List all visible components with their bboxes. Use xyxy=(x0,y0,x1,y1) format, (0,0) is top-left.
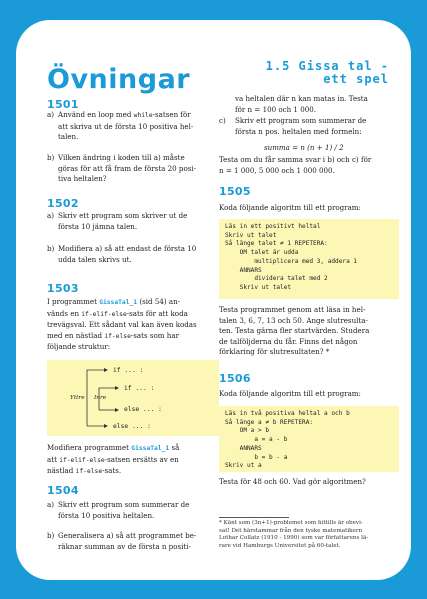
exercise-1502-a xyxy=(47,211,219,235)
sum-formula: summa = n (n + 1) / 2 xyxy=(264,143,344,152)
footnote-divider xyxy=(219,517,289,518)
text-line: Generalisera a) så att programmet be- xyxy=(58,531,197,540)
diagram-line-inner-else: else ... : xyxy=(124,406,162,413)
text-line: tiva heltalen? xyxy=(58,174,107,184)
exercise-1505-number: 1505 xyxy=(219,185,251,198)
exercise-1503-modify-text xyxy=(47,443,219,478)
text-line: för n = 100 och 1 000. xyxy=(235,104,316,114)
exercise-1504-number: 1504 xyxy=(47,484,79,497)
text-line: räknar summan av de första n positi- xyxy=(58,541,191,551)
collatz-code-block: Läs in ett positivt heltal Skriv ut talet Så länge talet ≠ 1 REPETERA: OM talet är udda multiplicera med 3, addera 1 ANNARS dividera talet med 2 Skriv ut talet xyxy=(219,219,399,299)
item-label: a) xyxy=(47,500,54,509)
exercise-1506-intro: Koda följande algoritm till ett program: xyxy=(219,389,361,398)
exercise-1506-test: Testa för 48 och 60. Vad gör algoritmen? xyxy=(219,477,366,486)
text-line: Modifiera a) så att endast de första 10 xyxy=(58,244,197,253)
diagram-label-outer: Yttre xyxy=(70,395,85,401)
exercise-1505-text xyxy=(219,305,401,358)
item-label: b) xyxy=(47,531,55,540)
page-title: Övningar xyxy=(47,64,191,95)
text-line: n = 1 000, 5 000 och 1 000 000. xyxy=(219,165,335,175)
exercise-1502-b xyxy=(47,244,219,268)
diagram-label-inner: Inre xyxy=(94,395,107,401)
item-label: b) xyxy=(47,153,55,162)
text-line: va heltalen där n kan matas in. Testa xyxy=(235,94,368,103)
item-label: b) xyxy=(47,244,55,253)
exercise-1503-text xyxy=(47,297,219,353)
text-line: första n pos. heltalen med formeln: xyxy=(235,126,362,136)
text-line: * Känt som (3n+1)-problemet som hittills är obevi- xyxy=(219,520,363,526)
text-line: Testa om du får samma svar i b) och c) för xyxy=(219,155,372,164)
diagram-line-outer-if: if ... : xyxy=(113,367,144,374)
exercise-1503-number: 1503 xyxy=(47,282,79,295)
exercise-1504-test xyxy=(219,155,401,176)
text-line: Skriv ett program som summerar de xyxy=(235,116,367,125)
exercise-1504-b-start xyxy=(47,531,219,555)
text-line: talen. xyxy=(58,132,79,142)
nested-if-diagram xyxy=(47,360,219,436)
text-line: talen 3, 6, 7, 13 och 50. Ange slutresulta- xyxy=(219,315,368,325)
text-line: nästlad if-else-sats. xyxy=(47,466,122,476)
text-line: förklaring för slutresultaten? * xyxy=(219,347,330,357)
text-line: I programmet GissaTal_1 (sid 54) an- xyxy=(47,297,181,306)
text-line: udda talen skrivs ut. xyxy=(58,254,132,264)
exercise-1504-b-continued xyxy=(235,94,400,115)
footnote xyxy=(219,520,401,550)
diagram-line-outer-else: else ... : xyxy=(113,423,151,430)
exercise-1504-c xyxy=(219,116,399,140)
gcd-code-block: Läs in två positiva heltal a och b Så länge a ≠ b REPETERA: OM a > b a = a - b ANNARS b = b - a Skriv ut a xyxy=(219,406,399,472)
text-line: Testa programmet genom att läsa in hel- xyxy=(219,305,366,314)
item-label: c) xyxy=(219,116,226,125)
item-label: a) xyxy=(47,211,54,220)
diagram-line-inner-if: if ... : xyxy=(124,385,155,392)
text-line: vänds en if-elif-else-sats för att koda xyxy=(47,308,188,318)
exercise-1506-number: 1506 xyxy=(219,372,251,385)
text-line: första 10 positiva heltalen. xyxy=(58,510,155,520)
exercise-1501-b xyxy=(47,153,219,187)
exercise-1505-intro: Koda följande algoritm till ett program: xyxy=(219,203,361,212)
text-line: med en nästlad if-else-sats som har xyxy=(47,330,179,340)
section-heading-line2: ett spel xyxy=(323,72,389,86)
text-line: göras för att få fram de första 20 posi- xyxy=(58,163,197,173)
text-line: Använd en loop med while-satsen för xyxy=(58,110,191,119)
section-heading-line1: 1.5 Gissa tal - xyxy=(265,59,389,73)
exercise-1501-number: 1501 xyxy=(47,98,79,111)
text-line: ten. Testa gärna fler startvärden. Studera xyxy=(219,326,370,336)
text-line: Modifiera programmet GissaTal_1 så xyxy=(47,443,180,452)
text-line: Vilken ändring i koden till a) måste xyxy=(58,153,185,162)
text-line: Lothar Collatz (1910 - 1990) som var författarens lä- xyxy=(219,535,369,542)
text-line: sat! Det härstammar från den tyske matematikern xyxy=(219,527,363,534)
text-line: trevägsval. Ett sådant val kan även kodas xyxy=(47,320,197,330)
item-label: a) xyxy=(47,110,54,119)
text-line: att skriva ut de första 10 positiva hel- xyxy=(58,121,194,131)
text-line: Skriv ett program som skriver ut de xyxy=(58,211,188,220)
text-line: att if-elif-else-satsen ersätts av en xyxy=(47,454,179,464)
text-line: de talföljderna du får. Finns det någon xyxy=(219,336,358,346)
exercise-1504-a xyxy=(47,500,219,524)
section-heading xyxy=(219,60,389,86)
exercise-1501-a xyxy=(47,110,219,144)
text-line: rare vid Hamburgs Universitet på 60-talet. xyxy=(219,542,341,549)
text-line: första 10 jämna talen. xyxy=(58,221,138,231)
text-line: följande struktur: xyxy=(47,342,111,352)
page-sheet xyxy=(16,20,411,580)
text-line: Skriv ett program som summerar de xyxy=(58,500,190,509)
exercise-1502-number: 1502 xyxy=(47,197,79,210)
